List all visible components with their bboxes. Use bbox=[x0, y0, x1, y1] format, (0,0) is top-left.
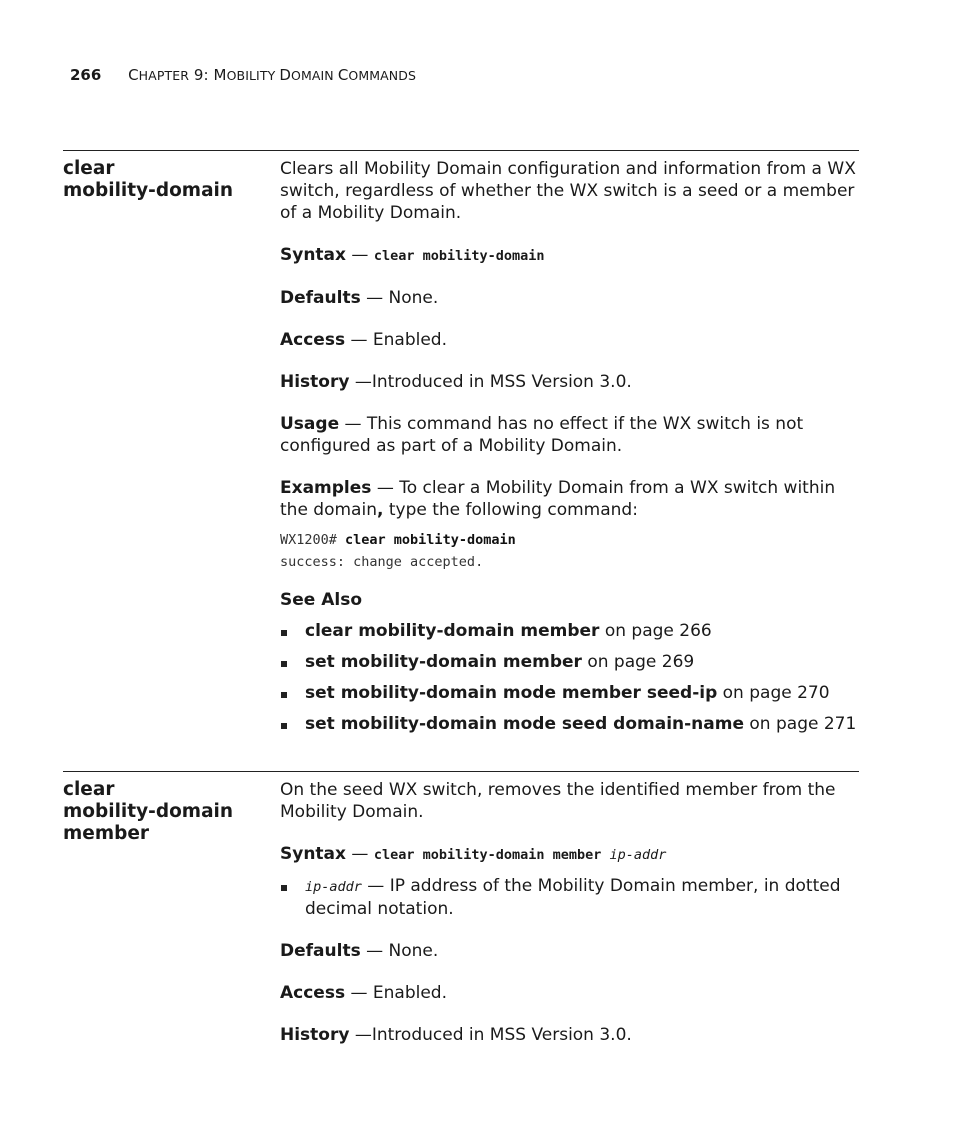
access: Access — Enabled. bbox=[280, 983, 447, 1003]
see-also-list bbox=[280, 620, 860, 735]
history: History —Introduced in MSS Version 3.0. bbox=[280, 372, 632, 392]
access: Access — Enabled. bbox=[280, 330, 447, 350]
section-divider bbox=[63, 771, 859, 772]
see-also-item[interactable]: clear mobility-domain member on page 266 bbox=[280, 620, 860, 642]
code-example: WX1200# clear mobility-domain success: change accepted. bbox=[280, 532, 516, 570]
section-divider bbox=[63, 150, 859, 151]
parameter-item: ip-addr — IP address of the Mobility Domain member, in dotted decimal notation. bbox=[280, 875, 860, 920]
defaults: Defaults — None. bbox=[280, 288, 439, 308]
description: Clears all Mobility Domain configuration and information from a WX switch, regardless of whether the WX switch is a seed or a member of a Mobility Domain. bbox=[280, 159, 856, 223]
running-header bbox=[70, 66, 416, 84]
see-also-item[interactable]: set mobility-domain mode seed domain-name on page 271 bbox=[280, 713, 860, 735]
chapter-title: CHAPTER 9: MOBILITY DOMAIN COMMANDS bbox=[128, 66, 416, 84]
usage: Usage — This command has no effect if the WX switch is not configured as part of a Mobility Domain. bbox=[280, 414, 804, 456]
see-also-heading: See Also bbox=[280, 590, 363, 610]
command-title: clear mobility-domain member bbox=[63, 779, 234, 844]
page-number: 266 bbox=[70, 66, 102, 84]
description: On the seed WX switch, removes the identified member from the Mobility Domain. bbox=[280, 780, 836, 822]
history: History —Introduced in MSS Version 3.0. bbox=[280, 1025, 632, 1045]
parameter-list bbox=[280, 875, 860, 920]
command-title: clear mobility-domain bbox=[63, 158, 234, 201]
syntax: Syntax — clear mobility-domain bbox=[280, 245, 545, 265]
command-body bbox=[280, 158, 860, 744]
see-also-item[interactable]: set mobility-domain mode member seed-ip on page 270 bbox=[280, 682, 860, 704]
command-body bbox=[280, 779, 860, 1046]
see-also-item[interactable]: set mobility-domain member on page 269 bbox=[280, 651, 860, 673]
syntax: Syntax — clear mobility-domain member ip-addr bbox=[280, 844, 667, 864]
examples: Examples — To clear a Mobility Domain from a WX switch within the domain, type the following command: bbox=[280, 478, 836, 520]
defaults: Defaults — None. bbox=[280, 941, 439, 961]
